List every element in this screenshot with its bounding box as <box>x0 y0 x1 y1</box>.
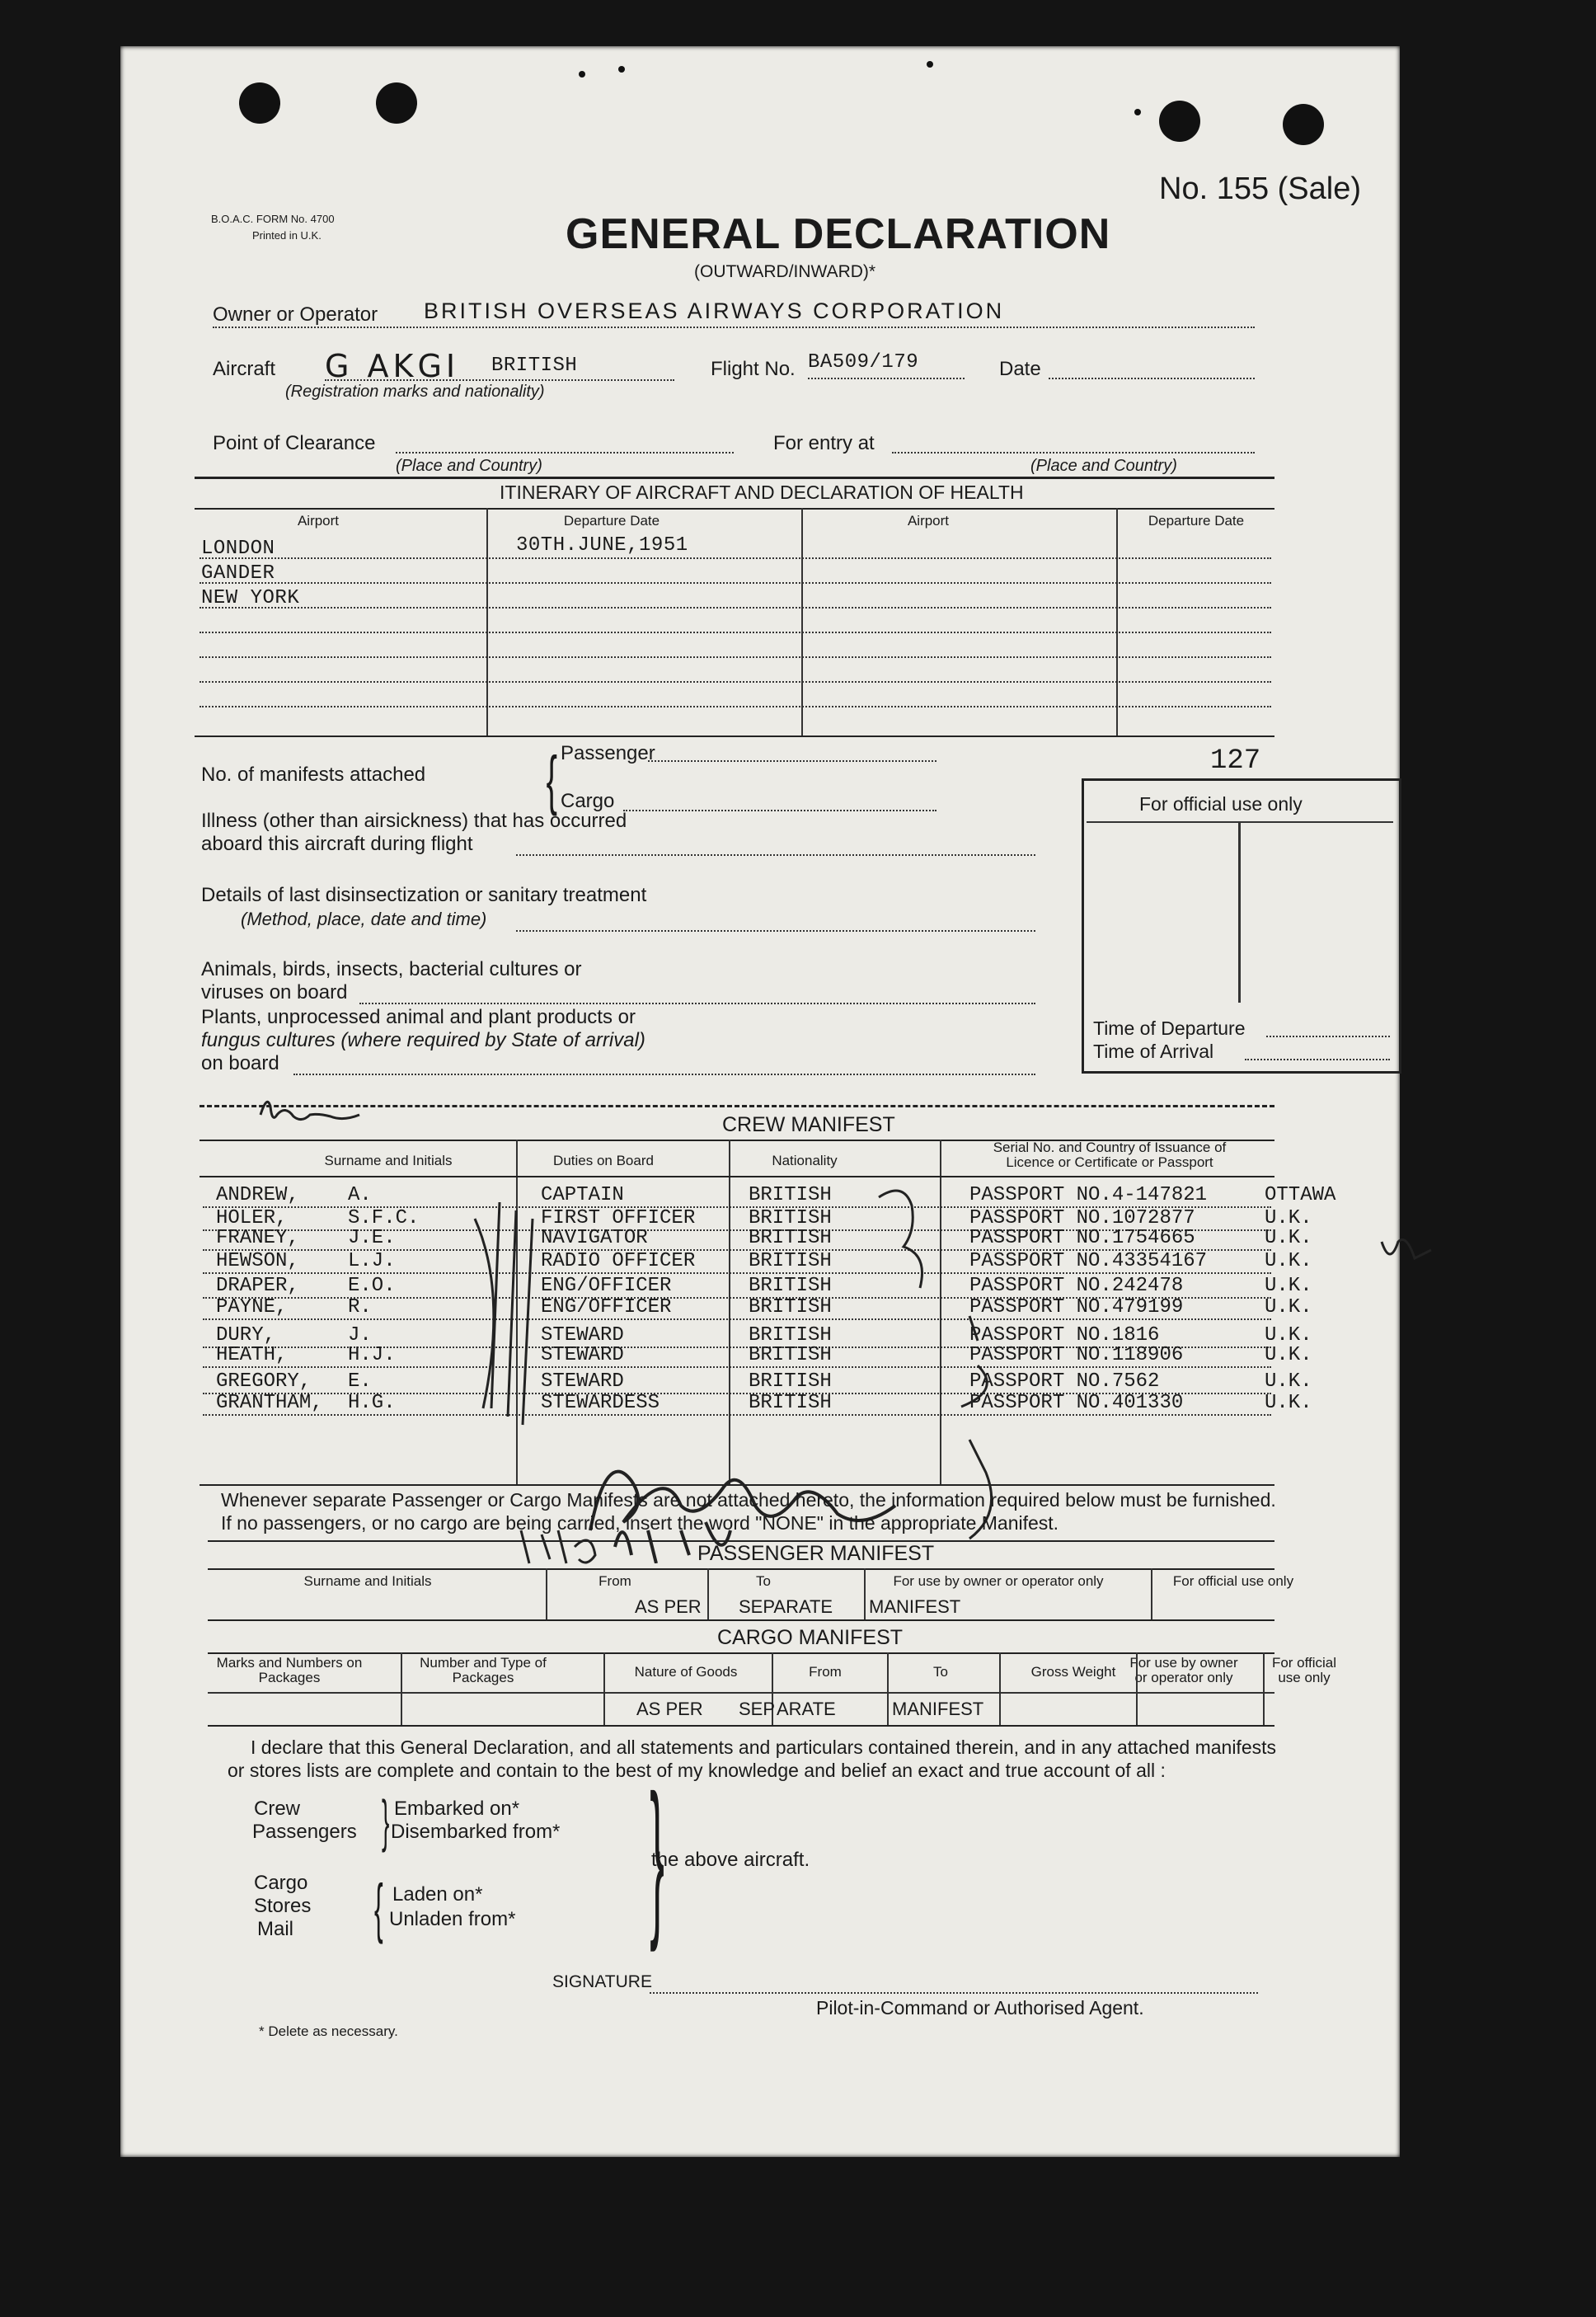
passenger-header-from: From <box>598 1573 631 1589</box>
crew-surname: DRAPER, <box>216 1275 299 1297</box>
passenger-col-divider <box>1151 1568 1152 1621</box>
crew-surname: ANDREW, <box>216 1184 299 1206</box>
punch-hole <box>927 61 933 68</box>
declaration-line-1: I declare that this General Declaration, and all statements and particulars contained therein, and in any attached manifests <box>251 1737 1276 1758</box>
crew-country: U.K. <box>1265 1370 1312 1393</box>
crew-initials: H.J. <box>348 1344 396 1366</box>
manifests-brace: { <box>546 743 558 816</box>
crew-nationality: BRITISH <box>749 1370 832 1393</box>
crew-initials: A. <box>348 1184 372 1206</box>
crew-header-nationality: Nationality <box>772 1153 838 1168</box>
official-box-departure: Time of Departure <box>1093 1018 1246 1039</box>
crew-duty: ENG/OFFICER <box>541 1296 672 1318</box>
crew-duty: CAPTAIN <box>541 1184 624 1206</box>
crew-duty: STEWARD <box>541 1324 624 1346</box>
crew-country: U.K. <box>1265 1344 1312 1366</box>
date-line <box>1049 378 1255 379</box>
crew-passport: PASSPORT NO.4-147821 <box>969 1184 1208 1206</box>
crew-country: U.K. <box>1265 1324 1312 1346</box>
illness-line <box>516 854 1035 856</box>
itinerary-row-line <box>200 582 1271 584</box>
plants-line <box>293 1074 1035 1075</box>
crew-initials: H.G. <box>348 1392 396 1414</box>
owner-label: Owner or Operator <box>213 303 378 326</box>
itinerary-row-line <box>200 656 1271 658</box>
crew-initials: L.J. <box>348 1250 396 1272</box>
punch-hole <box>579 71 585 78</box>
declaration-mail: Mail <box>257 1918 294 1940</box>
crew-header-bottom <box>200 1176 1274 1177</box>
cargo-header-operator: For use by owner or operator only <box>1129 1655 1238 1685</box>
itinerary-row-line <box>200 632 1271 633</box>
cargo-col-divider <box>1263 1652 1265 1727</box>
declaration-crew: Crew <box>254 1798 301 1820</box>
signature-label: SIGNATURE <box>552 1972 652 1991</box>
declaration-brace: } <box>382 1788 390 1853</box>
entry-label: For entry at <box>773 432 875 454</box>
aircraft-caption: (Registration marks and nationality) <box>285 383 545 401</box>
pilot-caption: Pilot-in-Command or Authorised Agent. <box>816 1997 1144 2019</box>
crew-initials: J.E. <box>348 1227 396 1249</box>
passenger-row-cell: AS PER <box>635 1596 702 1617</box>
crew-title: CREW MANIFEST <box>722 1113 895 1136</box>
flight-label: Flight No. <box>711 358 796 380</box>
passenger-manifest-title: PASSENGER MANIFEST <box>697 1542 935 1565</box>
itinerary-col-divider <box>801 508 803 737</box>
crew-country: U.K. <box>1265 1275 1312 1297</box>
crew-passport: PASSPORT NO.1072877 <box>969 1207 1195 1229</box>
notice-line-2: If no passengers, or no cargo are being carried, insert the word "NONE" in the appropriate Manifest. <box>221 1512 1059 1534</box>
aircraft-label: Aircraft <box>213 358 276 380</box>
crew-nationality: BRITISH <box>749 1227 832 1249</box>
manifests-passenger-line <box>648 760 936 762</box>
form-subtitle: (OUTWARD/INWARD)* <box>694 262 876 281</box>
itinerary-col-divider <box>486 508 488 737</box>
crew-surname: DURY, <box>216 1324 276 1346</box>
date-label: Date <box>999 358 1041 380</box>
crew-nationality: BRITISH <box>749 1392 832 1414</box>
clearance-caption: (Place and Country) <box>396 457 542 475</box>
passenger-header-name: Surname and Initials <box>303 1573 432 1589</box>
crew-header-duties: Duties on Board <box>553 1153 654 1168</box>
cargo-col-divider <box>1136 1652 1138 1727</box>
crew-passport: PASSPORT NO.242478 <box>969 1275 1184 1297</box>
form-reference: B.O.A.C. FORM No. 4700 <box>211 213 335 225</box>
itinerary-departure-date: 30TH.JUNE,1951 <box>516 534 688 557</box>
illness-label: aboard this aircraft during flight <box>201 833 473 855</box>
manifests-cargo-line <box>623 810 936 811</box>
entry-line <box>892 452 1255 454</box>
crew-duty: STEWARD <box>541 1370 624 1393</box>
cargo-row-cell: SEP <box>739 1699 776 1719</box>
aircraft-nationality: BRITISH <box>491 355 578 377</box>
crew-row-line <box>203 1272 1271 1274</box>
crew-initials: E. <box>348 1370 372 1393</box>
itinerary-bottom-rule <box>195 736 1274 737</box>
crew-passport: PASSPORT NO.1816 <box>969 1324 1160 1346</box>
crew-passport: PASSPORT NO.118906 <box>969 1344 1184 1366</box>
crew-surname: HEWSON, <box>216 1250 299 1272</box>
itinerary-top-rule <box>195 477 1274 479</box>
cargo-header-marks: Marks and Numbers on Packages <box>216 1655 363 1685</box>
crew-surname: FRANEY, <box>216 1227 299 1249</box>
crew-header-name: Surname and Initials <box>324 1153 453 1168</box>
declaration-line-2: or stores lists are complete and contain to the best of my knowledge and belief an exact and true account of all : <box>228 1760 1166 1781</box>
printed-note: Printed in U.K. <box>252 229 322 242</box>
flight-value: BA509/179 <box>808 351 919 374</box>
illness-label: Illness (other than airsickness) that has occurred <box>201 810 627 832</box>
owner-value: BRITISH OVERSEAS AIRWAYS CORPORATION <box>424 298 1005 323</box>
itinerary-airport: NEW YORK <box>201 587 300 609</box>
declaration-above: the above aircraft. <box>651 1849 810 1871</box>
crew-surname: GREGORY, <box>216 1370 312 1393</box>
crew-nationality: BRITISH <box>749 1275 832 1297</box>
crew-country: U.K. <box>1265 1392 1312 1414</box>
crew-country: U.K. <box>1265 1250 1312 1272</box>
crew-country: OTTAWA <box>1265 1184 1336 1206</box>
punch-hole <box>1159 101 1200 142</box>
disinsect-label: Details of last disinsectization or sanitary treatment <box>201 884 647 906</box>
passenger-header-rule <box>208 1568 1274 1570</box>
crew-country: U.K. <box>1265 1296 1312 1318</box>
declaration-disembarked: Disembarked from* <box>391 1821 561 1843</box>
plants-label: fungus cultures (where required by State of arrival) <box>201 1029 645 1051</box>
cargo-row-cell: ARATE <box>777 1699 836 1719</box>
crew-initials: S.F.C. <box>348 1207 420 1229</box>
crew-nationality: BRITISH <box>749 1184 832 1206</box>
crew-initials: J. <box>348 1324 372 1346</box>
plants-label: Plants, unprocessed animal and plant products or <box>201 1006 636 1028</box>
passenger-col-divider <box>707 1568 709 1621</box>
itinerary-row-line <box>200 607 1271 609</box>
declaration-big-brace: } <box>650 1759 664 1953</box>
crew-initials: R. <box>348 1296 372 1318</box>
declaration-passengers: Passengers <box>252 1821 357 1843</box>
crew-nationality: BRITISH <box>749 1207 832 1229</box>
disinsect-line <box>516 930 1035 932</box>
passenger-header-operator: For use by owner or operator only <box>893 1573 1104 1589</box>
punch-hole <box>376 82 417 124</box>
passenger-col-divider <box>546 1568 547 1621</box>
disinsect-caption: (Method, place, date and time) <box>241 909 487 929</box>
crew-duty: FIRST OFFICER <box>541 1207 696 1229</box>
manifests-passenger-label: Passenger <box>561 742 655 764</box>
cargo-header-bottom <box>208 1692 1274 1694</box>
notice-line-1: Whenever separate Passenger or Cargo Manifests are not attached hereto, the information required below must be furnished. <box>221 1489 1276 1511</box>
form-title: GENERAL DECLARATION <box>566 210 1111 258</box>
itinerary-airport: GANDER <box>201 562 275 585</box>
crew-passport: PASSPORT NO.479199 <box>969 1296 1184 1318</box>
manifests-label: No. of manifests attached <box>201 764 426 786</box>
cargo-header-packages: Number and Type of Packages <box>420 1655 547 1685</box>
declaration-brace: { <box>374 1871 383 1944</box>
itinerary-row-line <box>200 557 1271 559</box>
itinerary-col-divider <box>1116 508 1118 737</box>
cargo-header-to: To <box>933 1664 948 1680</box>
passenger-header-to: To <box>756 1573 771 1589</box>
passenger-bottom-rule <box>208 1619 1274 1621</box>
cargo-header-goods: Nature of Goods <box>634 1664 738 1680</box>
crew-country: U.K. <box>1265 1207 1312 1229</box>
crew-nationality: BRITISH <box>749 1344 832 1366</box>
crew-nationality: BRITISH <box>749 1250 832 1272</box>
declaration-form <box>120 46 1400 2157</box>
crew-duty: STEWARDESS <box>541 1392 660 1414</box>
crew-duty: RADIO OFFICER <box>541 1250 696 1272</box>
crew-country: U.K. <box>1265 1227 1312 1249</box>
handwritten-annotation <box>871 1181 945 1313</box>
crew-surname: PAYNE, <box>216 1296 288 1318</box>
crew-nationality: BRITISH <box>749 1296 832 1318</box>
punch-hole <box>1134 109 1141 115</box>
declaration-laden: Laden on* <box>392 1883 483 1906</box>
clearance-label: Point of Clearance <box>213 432 376 454</box>
crew-passport: PASSPORT NO.43354167 <box>969 1250 1208 1272</box>
crew-nationality: BRITISH <box>749 1324 832 1346</box>
declaration-embarked: Embarked on* <box>394 1798 520 1820</box>
crew-duty: NAVIGATOR <box>541 1227 648 1249</box>
handwritten-initials <box>252 1090 368 1131</box>
crew-row-line <box>203 1318 1271 1320</box>
itinerary-airport: LONDON <box>201 538 275 560</box>
crew-passport: PASSPORT NO.1754665 <box>969 1227 1195 1249</box>
crew-passport: PASSPORT NO.401330 <box>969 1392 1184 1414</box>
handwritten-date <box>513 1522 612 1572</box>
aircraft-line <box>325 379 674 381</box>
cargo-row-cell: MANIFEST <box>892 1699 984 1719</box>
cargo-header-rule <box>208 1652 1274 1654</box>
itinerary-title: ITINERARY OF AIRCRAFT AND DECLARATION OF HEALTH <box>500 482 1024 503</box>
form-number: No. 155 (Sale) <box>1159 172 1362 206</box>
crew-surname: HEATH, <box>216 1344 288 1366</box>
cargo-col-divider <box>887 1652 889 1727</box>
crew-duty: ENG/OFFICER <box>541 1275 672 1297</box>
cargo-header-from: From <box>809 1664 842 1680</box>
itinerary-header-airport: Airport <box>297 513 340 529</box>
animals-label: viruses on board <box>201 981 348 1003</box>
crew-passport: PASSPORT NO.7562 <box>969 1370 1160 1393</box>
crew-row-line <box>203 1414 1271 1416</box>
passenger-col-divider <box>864 1568 866 1621</box>
punch-hole <box>239 82 280 124</box>
clearance-line <box>396 452 734 454</box>
animals-line <box>359 1003 1035 1004</box>
punch-hole <box>1283 104 1324 145</box>
plants-label: on board <box>201 1052 279 1074</box>
cargo-col-divider <box>999 1652 1001 1727</box>
crew-header-serial: Serial No. and Country of Issuance of <box>993 1140 1227 1155</box>
entry-caption: (Place and Country) <box>1030 457 1177 475</box>
signature-line[interactable] <box>650 1992 1258 1994</box>
cargo-bottom-rule <box>208 1725 1274 1727</box>
passenger-header-official: For official use only <box>1172 1573 1294 1589</box>
flight-line <box>808 378 965 379</box>
crew-initials: E.O. <box>348 1275 396 1297</box>
stamp-number: 127 <box>1210 745 1261 777</box>
declaration-unladen: Unladen from* <box>389 1908 516 1930</box>
itinerary-header-airport-2: Airport <box>907 513 950 529</box>
punch-hole <box>618 66 625 73</box>
itinerary-header-departure-2: Departure Date <box>1148 513 1245 529</box>
manifests-cargo-label: Cargo <box>561 790 615 812</box>
crew-duty: STEWARD <box>541 1344 624 1366</box>
official-box-vertical <box>1238 821 1241 1003</box>
itinerary-row-line <box>200 706 1271 707</box>
itinerary-header-departure: Departure Date <box>563 513 660 529</box>
crew-row-line <box>203 1366 1271 1368</box>
footnote: * Delete as necessary. <box>259 2023 398 2039</box>
crew-surname: HOLER, <box>216 1207 288 1229</box>
official-box-title: For official use only <box>1139 793 1303 815</box>
itinerary-header-rule <box>195 508 1274 510</box>
cargo-col-divider <box>603 1652 605 1727</box>
cargo-header-weight: Gross Weight <box>1030 1664 1116 1680</box>
crew-header-licence: Licence or Certificate or Passport <box>1006 1154 1213 1170</box>
animals-label: Animals, birds, insects, bacterial cultures or <box>201 958 582 980</box>
owner-line <box>213 327 1255 328</box>
cargo-header-official: For official use only <box>1271 1655 1337 1685</box>
cargo-manifest-title: CARGO MANIFEST <box>717 1626 904 1649</box>
handwritten-mark <box>1373 1225 1472 1275</box>
cargo-col-divider <box>401 1652 402 1727</box>
declaration-cargo: Cargo <box>254 1872 308 1894</box>
official-box-arrival-line <box>1245 1059 1390 1060</box>
declaration-stores: Stores <box>254 1895 312 1917</box>
passenger-row-cell: SEPARATE <box>739 1596 833 1617</box>
aircraft-registration: G AKGI <box>325 348 460 384</box>
official-box-arrival: Time of Arrival <box>1093 1041 1214 1062</box>
cargo-row-cell: AS PER <box>636 1699 703 1719</box>
official-box-departure-line <box>1266 1036 1390 1037</box>
crew-surname: GRANTHAM, <box>216 1392 323 1414</box>
passenger-row-cell: MANIFEST <box>869 1596 961 1617</box>
itinerary-row-line <box>200 681 1271 683</box>
handwritten-tick-marks <box>442 1194 557 1441</box>
